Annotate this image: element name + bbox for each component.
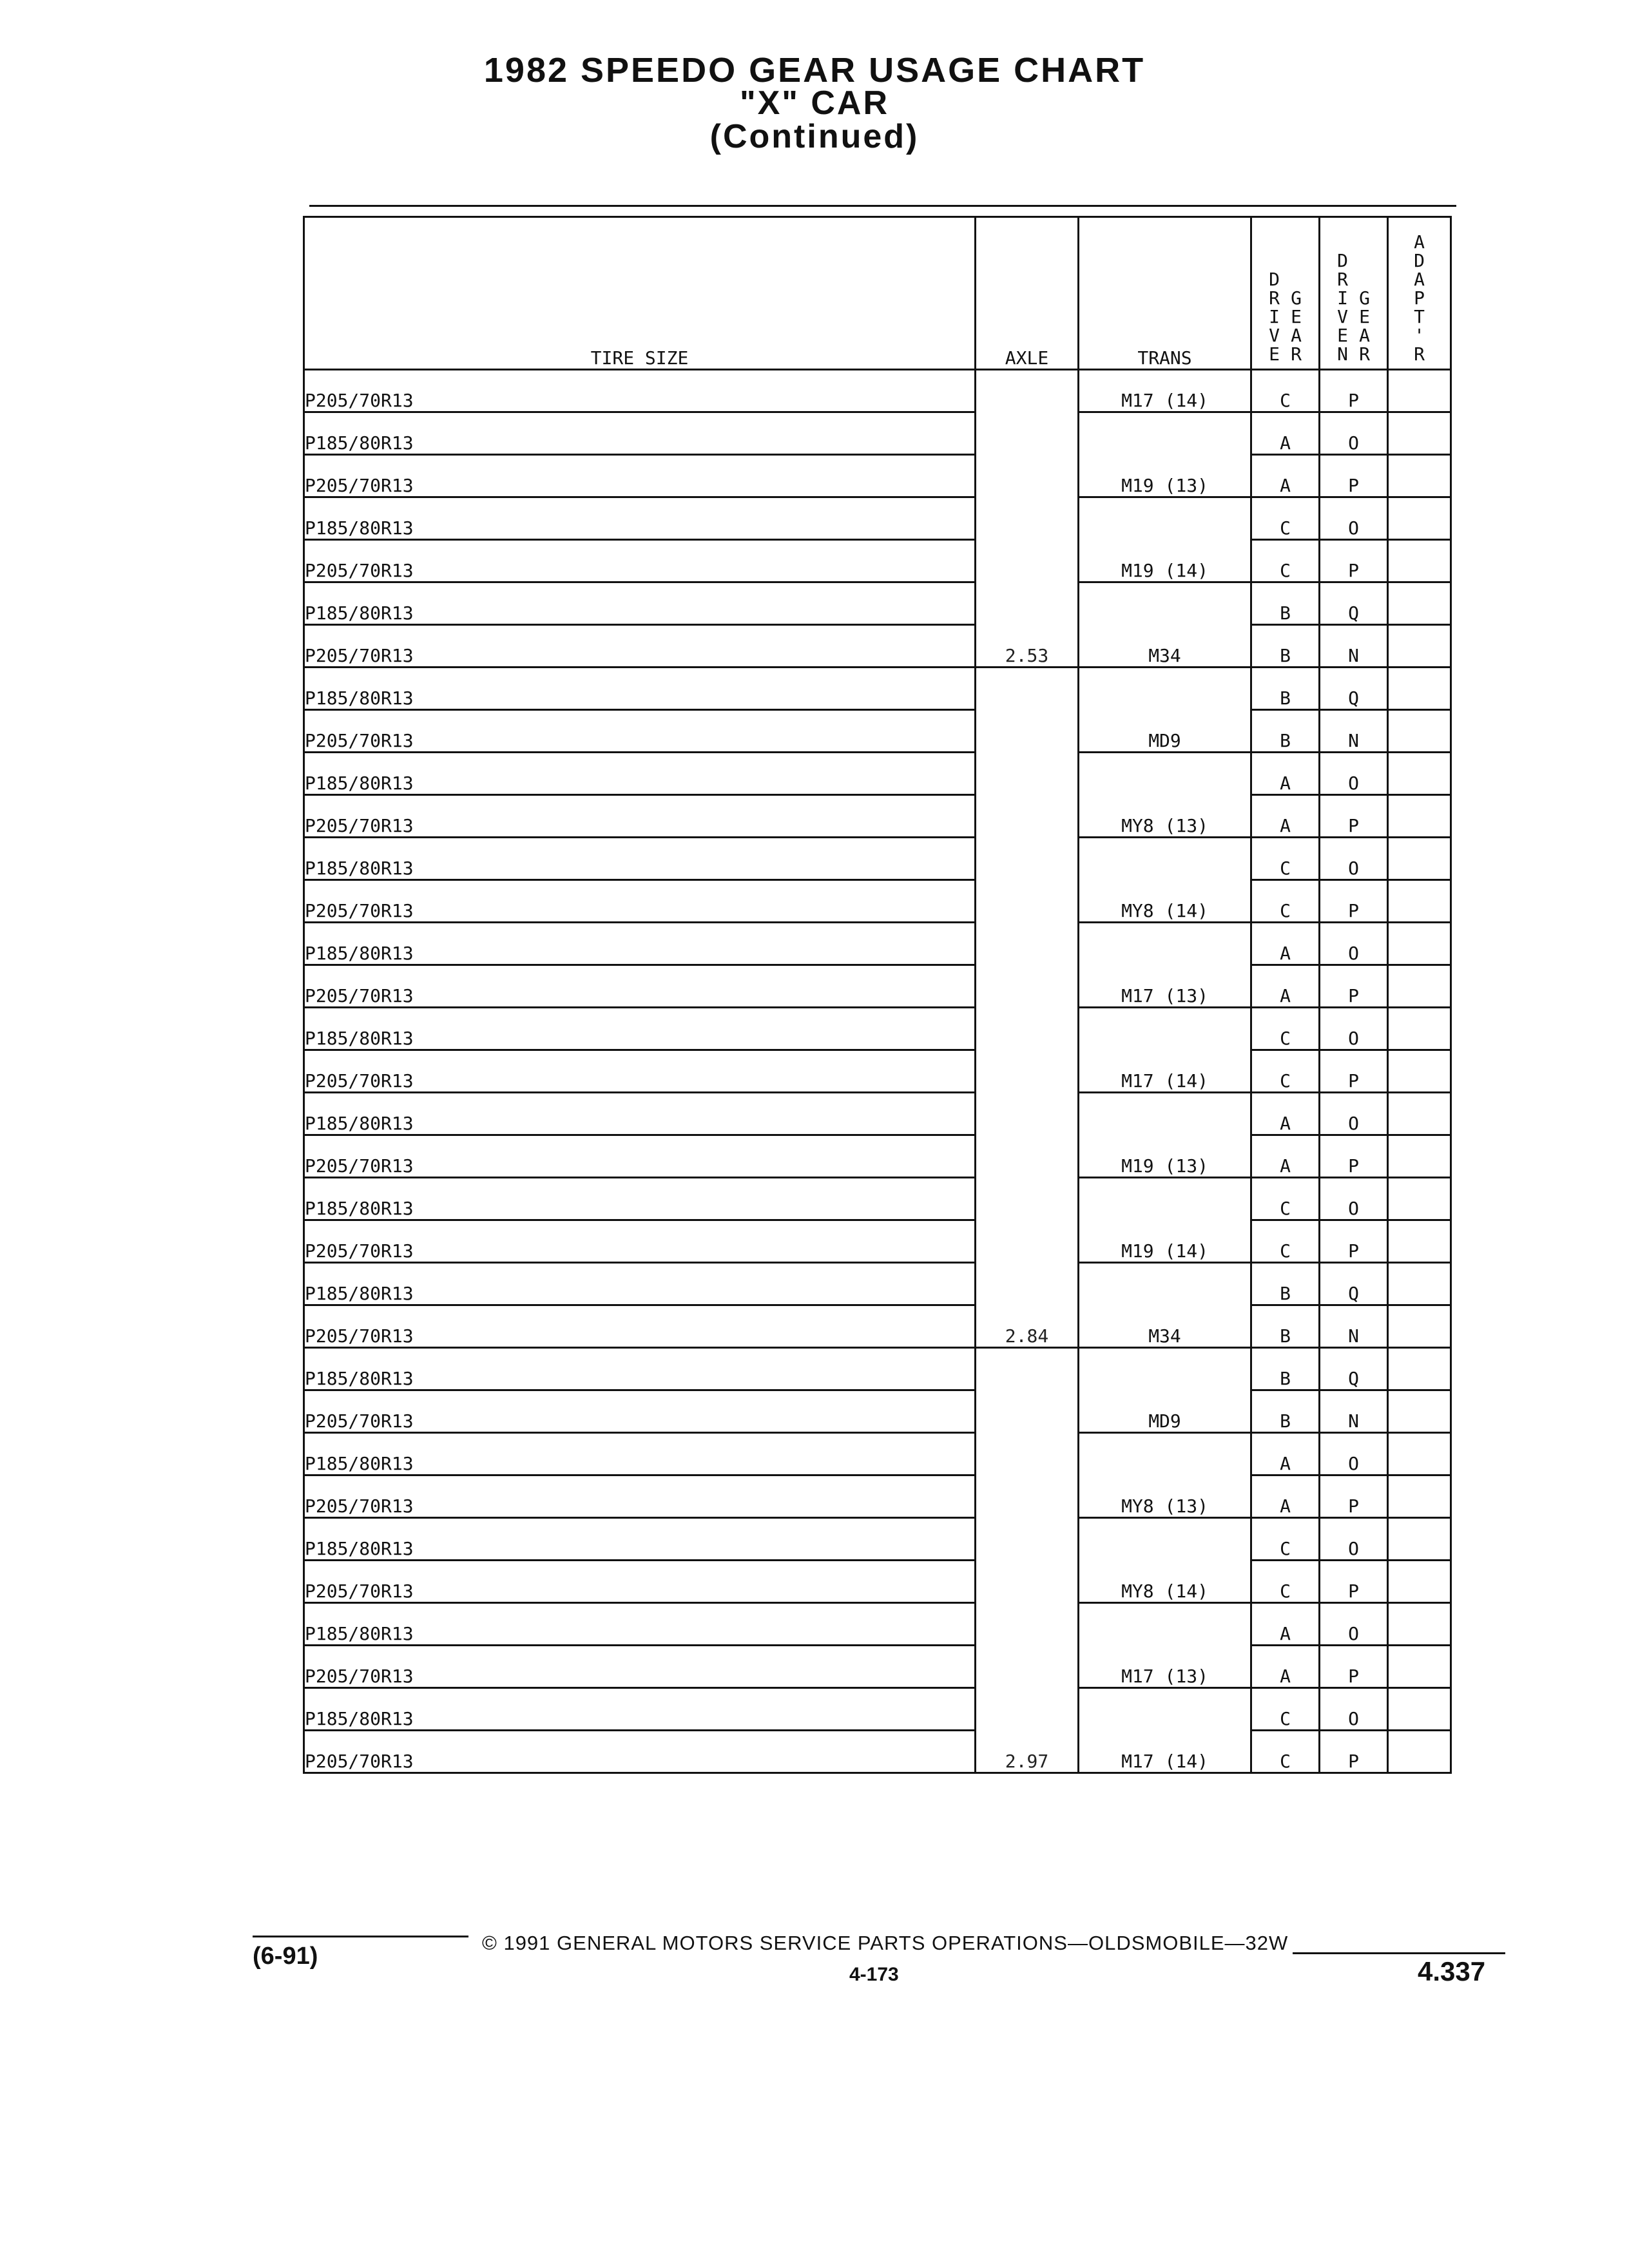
adapter-cell [1388, 1305, 1451, 1348]
driven-gear-cell: P [1320, 1135, 1388, 1178]
adapter-cell [1388, 1093, 1451, 1135]
tire-size-cell: P185/80R13 [304, 1093, 976, 1135]
table-row [304, 1390, 1451, 1433]
trans-cell: M19 (13) [1079, 1093, 1251, 1178]
table-row [304, 1305, 1451, 1348]
tire-size-cell: P185/80R13 [304, 838, 976, 880]
drive-gear-cell: B [1251, 1390, 1320, 1433]
adapter-cell [1388, 1348, 1451, 1390]
tire-size-cell: P205/70R13 [304, 880, 976, 923]
drive-gear-cell: C [1251, 1220, 1320, 1263]
trans-cell: M17 (14) [1079, 1688, 1251, 1773]
tire-size-cell: P205/70R13 [304, 625, 976, 668]
driven-gear-cell: P [1320, 1220, 1388, 1263]
axle-ratio-cell: 2.84 [976, 668, 1079, 1348]
driven-gear-cell: O [1320, 497, 1388, 540]
table-row [304, 1348, 1451, 1390]
table-row [304, 1518, 1451, 1561]
driven-gear-cell: O [1320, 1603, 1388, 1646]
header-drive-word: D R I V E [1269, 269, 1280, 365]
adapter-cell [1388, 880, 1451, 923]
tire-size-cell: P205/70R13 [304, 795, 976, 838]
table-row [304, 1008, 1451, 1050]
trans-cell: M17 (13) [1079, 923, 1251, 1008]
adapter-cell [1388, 1008, 1451, 1050]
adapter-cell [1388, 753, 1451, 795]
adapter-cell [1388, 1135, 1451, 1178]
adapter-cell [1388, 965, 1451, 1008]
header-gear-word-2: G E A R [1359, 287, 1370, 365]
trans-cell: M19 (14) [1079, 497, 1251, 582]
tire-size-cell: P205/70R13 [304, 1390, 976, 1433]
driven-gear-cell: P [1320, 1731, 1388, 1773]
adapter-cell [1388, 1220, 1451, 1263]
tire-size-cell: P205/70R13 [304, 1305, 976, 1348]
trans-cell: M17 (14) [1079, 370, 1251, 412]
driven-gear-cell: O [1320, 753, 1388, 795]
drive-gear-cell: B [1251, 668, 1320, 710]
table-row [304, 370, 1451, 412]
driven-gear-cell: O [1320, 1688, 1388, 1731]
table-row [304, 540, 1451, 582]
trans-cell: M34 [1079, 1263, 1251, 1348]
header-tire-size: TIRE SIZE [304, 217, 976, 370]
adapter-cell [1388, 1475, 1451, 1518]
driven-gear-cell: O [1320, 1008, 1388, 1050]
adapter-cell [1388, 370, 1451, 412]
tire-size-cell: P185/80R13 [304, 1433, 976, 1475]
drive-gear-cell: A [1251, 412, 1320, 455]
tire-size-cell: P185/80R13 [304, 1263, 976, 1305]
trans-cell: MY8 (13) [1079, 753, 1251, 838]
drive-gear-cell: C [1251, 1178, 1320, 1220]
footer-rule-left [253, 1936, 468, 1937]
trans-cell: MD9 [1079, 1348, 1251, 1433]
driven-gear-cell: P [1320, 1561, 1388, 1603]
driven-gear-cell: P [1320, 1475, 1388, 1518]
table-row [304, 1475, 1451, 1518]
header-adapter [1388, 217, 1451, 370]
adapter-cell [1388, 1731, 1451, 1773]
table-row [304, 412, 1451, 455]
drive-gear-cell: A [1251, 1093, 1320, 1135]
table-row [304, 1646, 1451, 1688]
tire-size-cell: P185/80R13 [304, 923, 976, 965]
drive-gear-cell: B [1251, 1305, 1320, 1348]
adapter-cell [1388, 582, 1451, 625]
driven-gear-cell: N [1320, 625, 1388, 668]
drive-gear-cell: C [1251, 1561, 1320, 1603]
driven-gear-cell: Q [1320, 582, 1388, 625]
tire-size-cell: P185/80R13 [304, 582, 976, 625]
drive-gear-cell: A [1251, 753, 1320, 795]
tire-size-cell: P205/70R13 [304, 1561, 976, 1603]
driven-gear-cell: P [1320, 1646, 1388, 1688]
adapter-cell [1388, 455, 1451, 497]
tire-size-cell: P205/70R13 [304, 1135, 976, 1178]
tire-size-cell: P205/70R13 [304, 370, 976, 412]
adapter-cell [1388, 1390, 1451, 1433]
table-top-rule [309, 205, 1456, 207]
driven-gear-cell: N [1320, 1390, 1388, 1433]
trans-cell: M19 (13) [1079, 412, 1251, 497]
driven-gear-cell: P [1320, 455, 1388, 497]
driven-gear-cell: P [1320, 1050, 1388, 1093]
header-adapter-word: A D A P T ' R [1414, 231, 1425, 365]
table-row [304, 795, 1451, 838]
adapter-cell [1388, 668, 1451, 710]
tire-size-cell: P205/70R13 [304, 965, 976, 1008]
driven-gear-cell: N [1320, 1305, 1388, 1348]
table-row [304, 1603, 1451, 1646]
adapter-cell [1388, 497, 1451, 540]
driven-gear-cell: O [1320, 412, 1388, 455]
drive-gear-cell: C [1251, 540, 1320, 582]
chart-title: 1982 SPEEDO GEAR USAGE CHART [483, 51, 1146, 90]
drive-gear-cell: A [1251, 1433, 1320, 1475]
adapter-cell [1388, 1646, 1451, 1688]
table-row [304, 753, 1451, 795]
adapter-cell [1388, 923, 1451, 965]
drive-gear-cell: C [1251, 1518, 1320, 1561]
tire-size-cell: P185/80R13 [304, 1178, 976, 1220]
tire-size-cell: P185/80R13 [304, 1348, 976, 1390]
drive-gear-cell: C [1251, 1731, 1320, 1773]
table-row [304, 455, 1451, 497]
chart-subtitle-continued: (Continued) [709, 118, 920, 155]
footer-rule-right [1293, 1952, 1505, 1954]
drive-gear-cell: A [1251, 1646, 1320, 1688]
trans-cell: M34 [1079, 582, 1251, 668]
table-row [304, 668, 1451, 710]
header-gear-word: G E A R [1291, 287, 1302, 365]
table-row [304, 1263, 1451, 1305]
table-row [304, 1433, 1451, 1475]
tire-size-cell: P185/80R13 [304, 1688, 976, 1731]
table-row [304, 1178, 1451, 1220]
tire-size-cell: P205/70R13 [304, 1050, 976, 1093]
drive-gear-cell: B [1251, 1263, 1320, 1305]
table-row [304, 1220, 1451, 1263]
driven-gear-cell: O [1320, 1518, 1388, 1561]
table-row [304, 1561, 1451, 1603]
tire-size-cell: P185/80R13 [304, 668, 976, 710]
trans-cell: MD9 [1079, 668, 1251, 753]
tire-size-cell: P205/70R13 [304, 455, 976, 497]
driven-gear-cell: P [1320, 370, 1388, 412]
drive-gear-cell: C [1251, 497, 1320, 540]
table-row [304, 838, 1451, 880]
tire-size-cell: P185/80R13 [304, 412, 976, 455]
header-axle: AXLE [976, 217, 1079, 370]
table-row [304, 880, 1451, 923]
table-row [304, 1688, 1451, 1731]
tire-size-cell: P205/70R13 [304, 1475, 976, 1518]
drive-gear-cell: A [1251, 965, 1320, 1008]
table-row [304, 497, 1451, 540]
adapter-cell [1388, 625, 1451, 668]
drive-gear-cell: B [1251, 582, 1320, 625]
drive-gear-cell: A [1251, 1475, 1320, 1518]
adapter-cell [1388, 1050, 1451, 1093]
drive-gear-cell: C [1251, 838, 1320, 880]
chart-subtitle-car: "X" CAR [739, 84, 890, 122]
tire-size-cell: P205/70R13 [304, 1646, 976, 1688]
header-trans: TRANS [1079, 217, 1251, 370]
tire-size-cell: P185/80R13 [304, 753, 976, 795]
footer-page-number: 4-173 [849, 1964, 899, 1985]
drive-gear-cell: A [1251, 1603, 1320, 1646]
tire-size-cell: P185/80R13 [304, 1008, 976, 1050]
drive-gear-cell: B [1251, 625, 1320, 668]
adapter-cell [1388, 412, 1451, 455]
table-row [304, 1050, 1451, 1093]
trans-cell: M17 (13) [1079, 1603, 1251, 1688]
drive-gear-cell: A [1251, 923, 1320, 965]
adapter-cell [1388, 795, 1451, 838]
driven-gear-cell: N [1320, 710, 1388, 753]
trans-cell: M19 (14) [1079, 1178, 1251, 1263]
footer-date: (6-91) [253, 1943, 318, 1970]
driven-gear-cell: P [1320, 795, 1388, 838]
adapter-cell [1388, 1603, 1451, 1646]
drive-gear-cell: B [1251, 1348, 1320, 1390]
driven-gear-cell: P [1320, 540, 1388, 582]
speedo-gear-table [303, 216, 1452, 1774]
tire-size-cell: P205/70R13 [304, 710, 976, 753]
axle-ratio-cell: 2.53 [976, 370, 1079, 668]
trans-cell: MY8 (13) [1079, 1433, 1251, 1518]
table-row [304, 1135, 1451, 1178]
trans-cell: MY8 (14) [1079, 1518, 1251, 1603]
adapter-cell [1388, 710, 1451, 753]
driven-gear-cell: Q [1320, 1348, 1388, 1390]
driven-gear-cell: O [1320, 1093, 1388, 1135]
table-row [304, 1731, 1451, 1773]
adapter-cell [1388, 1518, 1451, 1561]
driven-gear-cell: Q [1320, 668, 1388, 710]
table-row [304, 965, 1451, 1008]
tire-size-cell: P205/70R13 [304, 1220, 976, 1263]
drive-gear-cell: A [1251, 455, 1320, 497]
drive-gear-cell: B [1251, 710, 1320, 753]
footer-copyright: © 1991 GENERAL MOTORS SERVICE PARTS OPERATIONS—OLDSMOBILE—32W [482, 1932, 1289, 1954]
table-row [304, 625, 1451, 668]
table-row [304, 582, 1451, 625]
driven-gear-cell: O [1320, 838, 1388, 880]
adapter-cell [1388, 838, 1451, 880]
drive-gear-cell: C [1251, 1008, 1320, 1050]
tire-size-cell: P185/80R13 [304, 497, 976, 540]
drive-gear-cell: C [1251, 1050, 1320, 1093]
adapter-cell [1388, 1688, 1451, 1731]
axle-ratio-cell: 2.97 [976, 1348, 1079, 1773]
driven-gear-cell: O [1320, 1433, 1388, 1475]
header-driven-word: D R I V E N [1337, 250, 1348, 365]
header-drive-gear [1251, 217, 1320, 370]
table-row [304, 923, 1451, 965]
tire-size-cell: P185/80R13 [304, 1518, 976, 1561]
trans-cell: MY8 (14) [1079, 838, 1251, 923]
drive-gear-cell: C [1251, 880, 1320, 923]
drive-gear-cell: A [1251, 795, 1320, 838]
adapter-cell [1388, 1433, 1451, 1475]
drive-gear-cell: C [1251, 1688, 1320, 1731]
drive-gear-cell: A [1251, 1135, 1320, 1178]
adapter-cell [1388, 1561, 1451, 1603]
footer-section-number: 4.337 [1418, 1956, 1486, 1986]
tire-size-cell: P205/70R13 [304, 540, 976, 582]
table-row [304, 1093, 1451, 1135]
driven-gear-cell: Q [1320, 1263, 1388, 1305]
driven-gear-cell: P [1320, 880, 1388, 923]
header-driven-gear [1320, 217, 1388, 370]
tire-size-cell: P185/80R13 [304, 1603, 976, 1646]
adapter-cell [1388, 1178, 1451, 1220]
table-header-row [304, 217, 1451, 370]
table-row [304, 710, 1451, 753]
driven-gear-cell: O [1320, 923, 1388, 965]
adapter-cell [1388, 1263, 1451, 1305]
drive-gear-cell: C [1251, 370, 1320, 412]
driven-gear-cell: O [1320, 1178, 1388, 1220]
driven-gear-cell: P [1320, 965, 1388, 1008]
trans-cell: M17 (14) [1079, 1008, 1251, 1093]
tire-size-cell: P205/70R13 [304, 1731, 976, 1773]
adapter-cell [1388, 540, 1451, 582]
